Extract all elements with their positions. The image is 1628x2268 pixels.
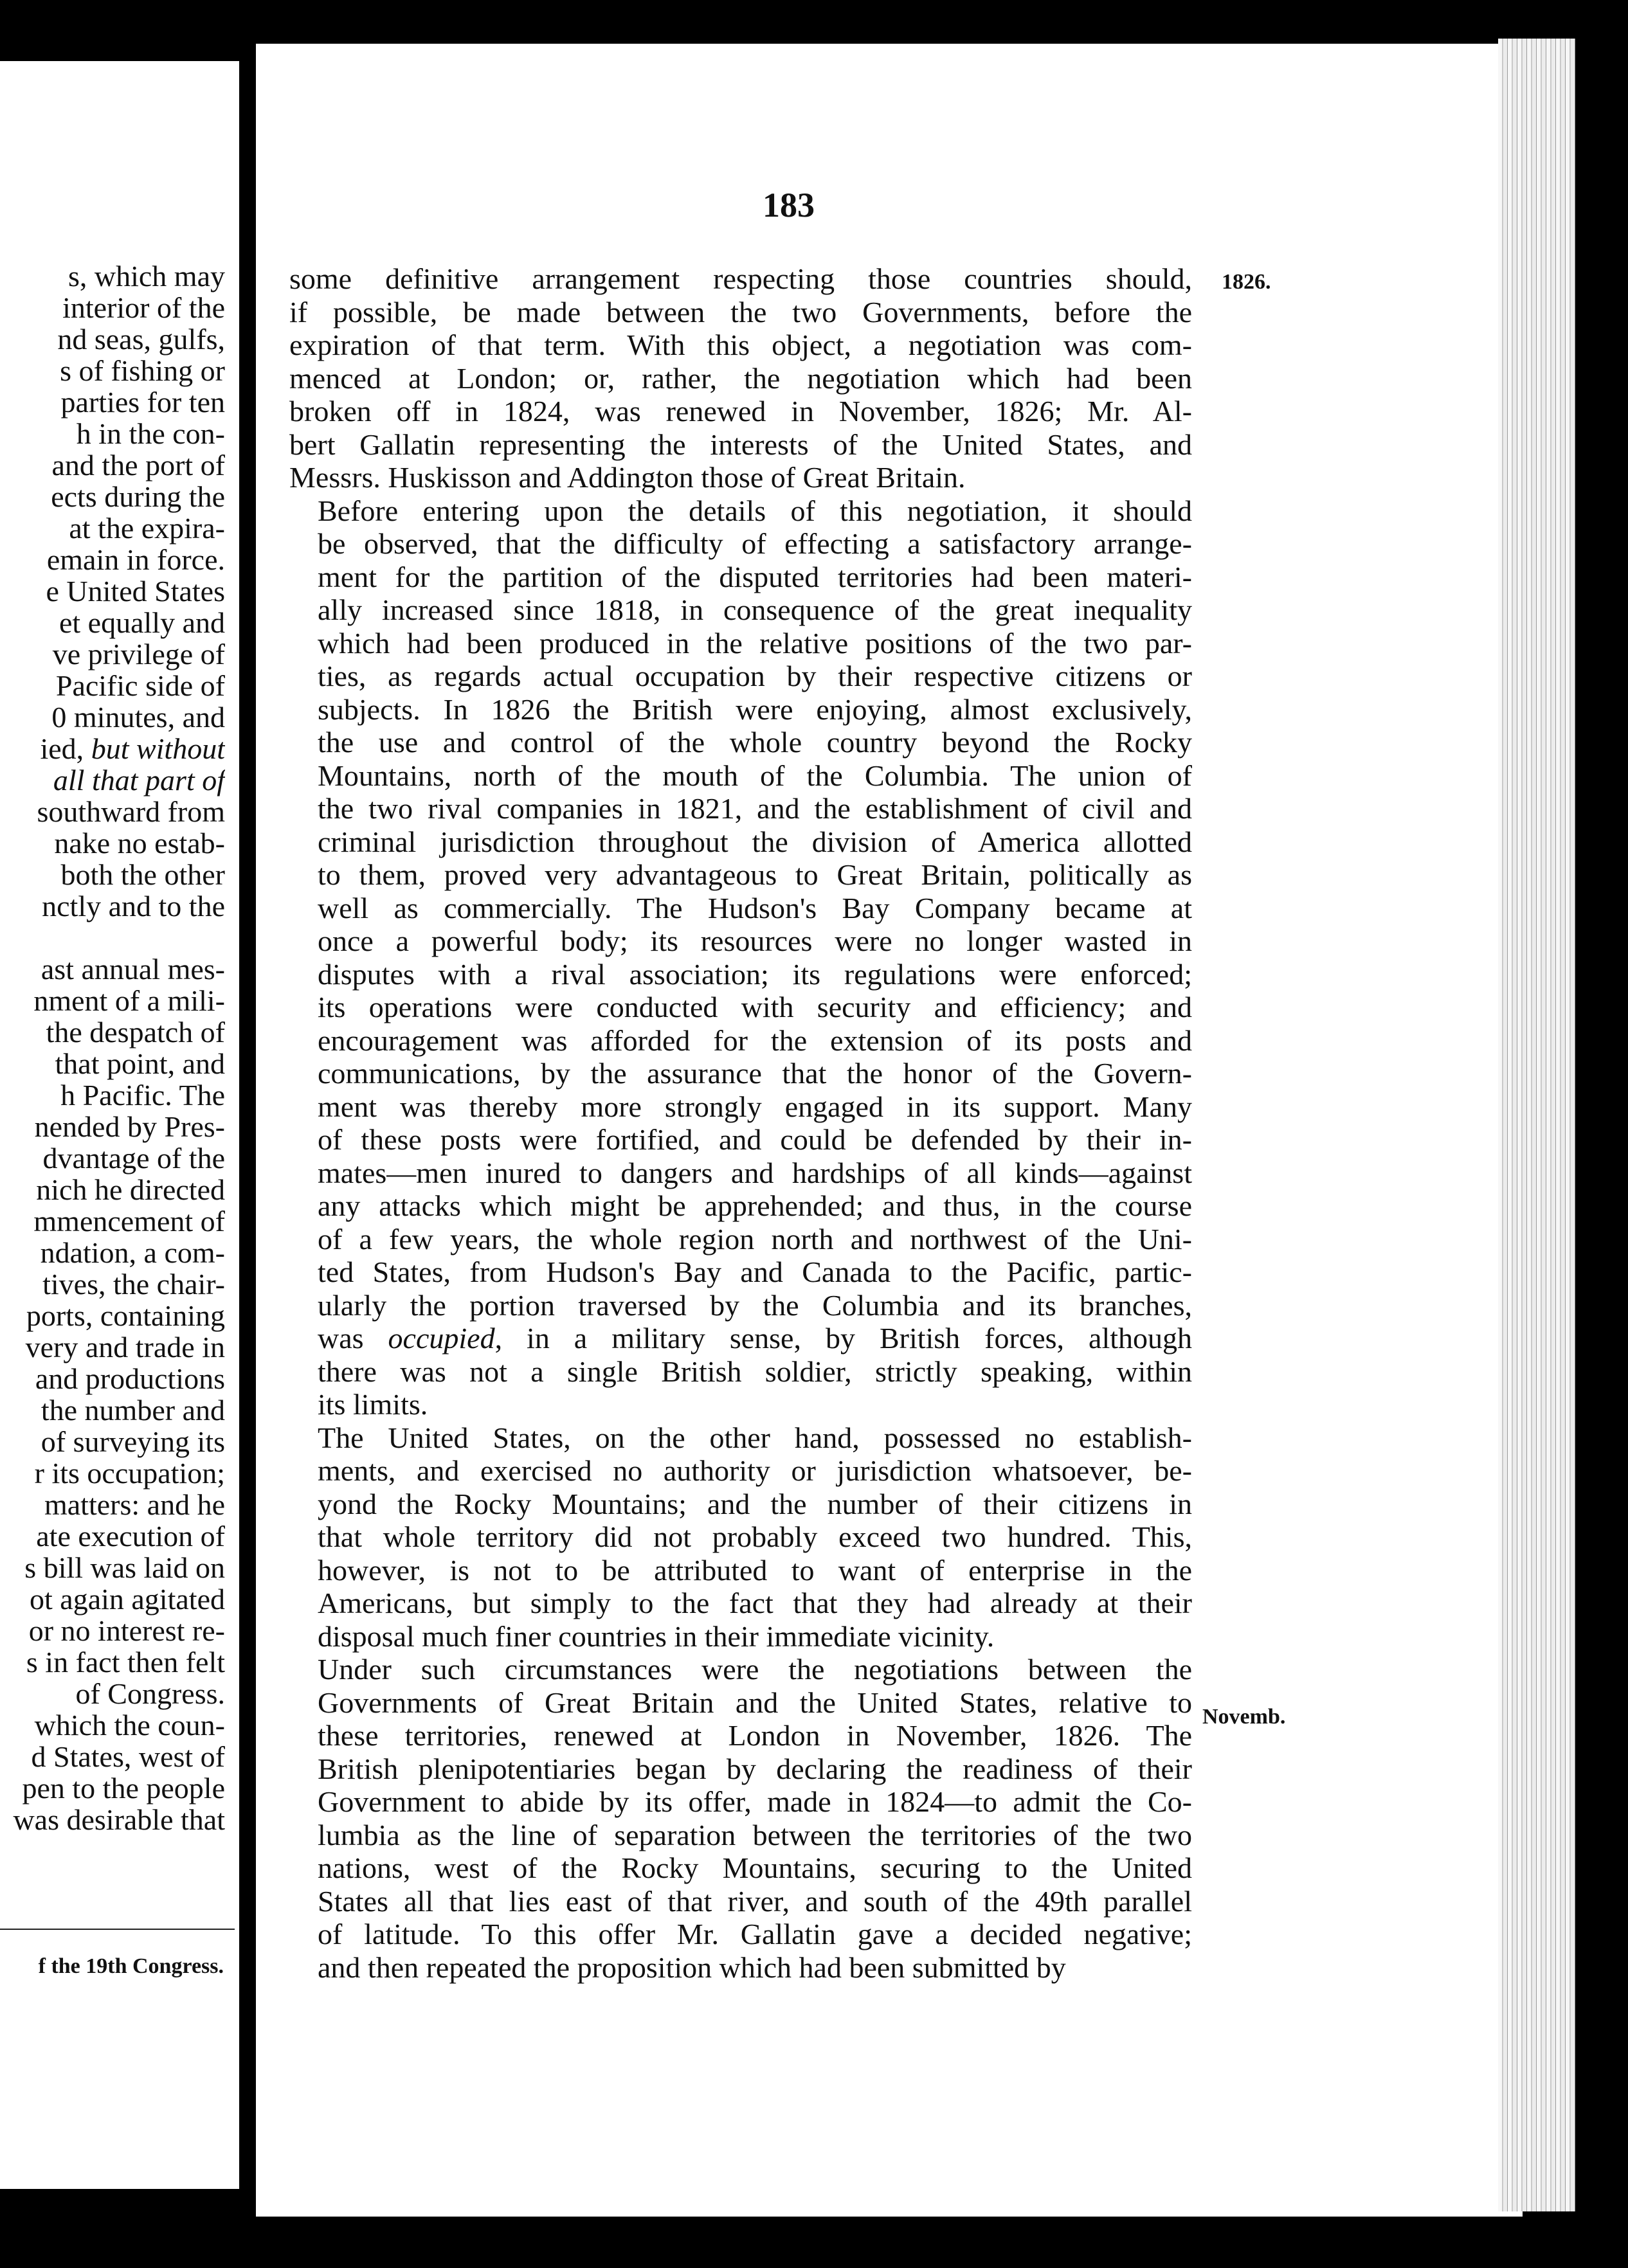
facing-page-line: at the expira- <box>69 512 225 544</box>
text-line: of a few years, the whole region north and northwest of the Uni- <box>318 1222 1192 1256</box>
facing-page-line: the despatch of <box>46 1016 225 1048</box>
text-line: States all that lies east of that river, and south of the 49th parallel <box>318 1884 1192 1918</box>
paragraph <box>289 1421 1192 1653</box>
facing-page-line: e United States <box>46 575 225 608</box>
text-line: ted States, from Hudson's Bay and Canada to the Pacific, partic- <box>318 1256 1192 1288</box>
facing-page-line: Pacific side of <box>55 669 225 702</box>
facing-page-line: nended by Pres- <box>34 1110 225 1143</box>
text-line: Mountains, north of the mouth of the Columbia. The union of <box>318 759 1192 792</box>
facing-page-line: nctly and to the <box>42 890 225 923</box>
margin-note-year: 1826. <box>1222 270 1271 294</box>
facing-page-line: of surveying its <box>41 1425 225 1458</box>
facing-page-line: which the coun- <box>34 1709 225 1742</box>
facing-page-line: very and trade in <box>25 1331 225 1364</box>
text-line: lumbia as the line of separation between the territories of the two <box>318 1818 1192 1851</box>
facing-page-line: that point, and <box>55 1047 225 1080</box>
text-line: yond the Rocky Mountains; and the number of their citizens in <box>318 1487 1192 1520</box>
text-line: ments, and exercised no authority or jurisdiction whatsoever, be- <box>318 1454 1192 1487</box>
facing-page-line: interior of the <box>62 291 225 324</box>
text-line: be observed, that the difficulty of effecting a satisfactory arrange- <box>318 527 1192 560</box>
facing-page-line: ndation, a com- <box>40 1236 225 1269</box>
facing-page-line: r its occupation; <box>34 1457 225 1490</box>
facing-page-line: s bill was laid on <box>24 1551 225 1584</box>
text-line: its operations were conducted with security and efficiency; and <box>318 991 1192 1023</box>
text-line: criminal jurisdiction throughout the division of America allotted <box>318 825 1192 858</box>
text-line: ties, as regards actual occupation by their respective citizens or <box>318 660 1192 692</box>
facing-page-line: s in fact then felt <box>26 1646 225 1679</box>
facing-page-line: nich he directed <box>36 1173 225 1206</box>
text-line: these territories, renewed at London in November, 1826. The <box>318 1719 1192 1752</box>
facing-page-line: ports, containing <box>26 1299 225 1332</box>
text-line: and then repeated the proposition which had been submitted by <box>318 1950 1066 1984</box>
text-line: once a powerful body; its resources were no longer wasted in <box>318 924 1192 957</box>
paragraph <box>289 262 1192 494</box>
text-line: nations, west of the Rocky Mountains, securing to the United <box>318 1851 1192 1884</box>
text-line: Under such circumstances were the negotiations between the <box>318 1653 1192 1686</box>
facing-page-line: s of fishing or <box>60 354 225 387</box>
text-line: the two rival companies in 1821, and the establishment of civil and <box>318 792 1192 825</box>
facing-page-line: and productions <box>35 1362 225 1395</box>
facing-page-line: or no interest re- <box>28 1614 225 1647</box>
facing-page-line: ate execution of <box>36 1520 225 1553</box>
text-line: its limits. <box>318 1388 428 1421</box>
facing-page-line: both the other <box>60 858 225 891</box>
text-line: Government to abide by its offer, made in 1824—to admit the Co- <box>318 1785 1192 1818</box>
facing-page-line: and the port of <box>51 449 225 482</box>
facing-page-line: h in the con- <box>76 417 225 450</box>
text-line: Messrs. Huskisson and Addington those of Great Britain. <box>289 461 966 494</box>
text-line: of these posts were fortified, and could be defended by their in- <box>318 1123 1192 1156</box>
facing-page-line: nd seas, gulfs, <box>57 323 225 356</box>
facing-page-line: nment of a mili- <box>33 984 225 1017</box>
facing-page-line: ot again agitated <box>30 1583 225 1616</box>
text-line: bert Gallatin representing the interests of the United States, and <box>289 428 1192 461</box>
text-line: disputes with a rival association; its regulations were enforced; <box>318 957 1192 991</box>
facing-page-line: ied, but without <box>40 732 225 765</box>
facing-page-line: pen to the people <box>22 1772 225 1805</box>
facing-page-line: was desirable that <box>13 1803 225 1835</box>
paragraph <box>289 1653 1192 1984</box>
facing-page-line: the number and <box>41 1394 225 1426</box>
text-line: The United States, on the other hand, possessed no establish- <box>318 1421 1192 1454</box>
facing-page-line: matters: and he <box>44 1488 225 1521</box>
text-line: British plenipotentiaries began by declaring the readiness of their <box>318 1752 1192 1785</box>
facing-page-line: parties for ten <box>60 386 225 419</box>
text-line: if possible, be made between the two Governments, before the <box>289 295 1192 328</box>
text-line: encouragement was afforded for the extension of its posts and <box>318 1023 1192 1057</box>
text-line: well as commercially. The Hudson's Bay Company became at <box>318 891 1192 924</box>
text-line: ally increased since 1818, in consequence of the great inequality <box>318 593 1192 626</box>
text-line: ularly the portion traversed by the Columbia and its branches, <box>318 1288 1192 1322</box>
facing-page-line: dvantage of the <box>42 1142 225 1174</box>
text-line: which had been produced in the relative positions of the two par- <box>318 626 1192 660</box>
facing-page-line: 0 minutes, and <box>51 701 225 734</box>
facing-page-line: nake no estab- <box>54 827 225 860</box>
facing-page-line: tives, the chair- <box>42 1268 225 1300</box>
facing-page-line: ast annual mes- <box>41 953 225 986</box>
text-line: subjects. In 1826 the British were enjoying, almost exclusively, <box>318 692 1192 726</box>
facing-page-line: et equally and <box>59 606 225 639</box>
text-line: ment for the partition of the disputed territories had been materi- <box>318 560 1192 593</box>
text-line: that whole territory did not probably exceed two hundred. This, <box>318 1520 1192 1553</box>
text-line: communications, by the assurance that the honor of the Govern- <box>318 1057 1192 1090</box>
footnote-rule <box>0 1929 235 1930</box>
page-edge-stack <box>1498 39 1575 2211</box>
facing-page-line: s, which may <box>68 260 225 292</box>
page-number: 183 <box>763 186 815 224</box>
text-line: some definitive arrangement respecting those countries should, <box>289 262 1192 295</box>
text-line: mates—men inured to dangers and hardships of all kinds—against <box>318 1156 1192 1189</box>
facing-page-line: ects during the <box>51 480 225 513</box>
facing-page-line: d States, west of <box>31 1740 225 1773</box>
text-line: there was not a single British soldier, strictly speaking, within <box>318 1354 1192 1388</box>
facing-page-text <box>0 260 225 1835</box>
facing-page-line: ve privilege of <box>52 638 225 670</box>
text-line: the use and control of the whole country beyond the Rocky <box>318 726 1192 759</box>
facing-page-line <box>0 922 225 953</box>
text-line: however, is not to be attributed to want of enterprise in the <box>318 1553 1192 1587</box>
facing-page-line: southward from <box>37 795 225 828</box>
facing-page-line: h Pacific. The <box>60 1079 225 1112</box>
text-line: Before entering upon the details of this negotiation, it should <box>318 494 1192 527</box>
text-line: broken off in 1824, was renewed in November, 1826; Mr. Al- <box>289 395 1192 428</box>
facing-page-line: all that part of <box>53 764 225 797</box>
text-line: expiration of that term. With this object, a negotiation was com- <box>289 328 1192 361</box>
text-line: Americans, but simply to the fact that they had already at their <box>318 1587 1192 1619</box>
text-line: disposal much finer countries in their immediate vicinity. <box>318 1619 995 1653</box>
paragraph <box>289 494 1192 1421</box>
text-line: any attacks which might be apprehended; and thus, in the course <box>318 1189 1192 1222</box>
body-text <box>289 262 1192 1984</box>
text-line: to them, proved very advantageous to Great Britain, politically as <box>318 858 1192 891</box>
facing-page-line: mmencement of <box>33 1205 225 1238</box>
margin-note-month: Novemb. <box>1202 1705 1286 1729</box>
facing-page-footnote: f the 19th Congress. <box>38 1954 224 1978</box>
text-line: was occupied, in a military sense, by British forces, although <box>318 1322 1192 1354</box>
text-line: Governments of Great Britain and the United States, relative to <box>318 1686 1192 1719</box>
text-line: ment was thereby more strongly engaged in its support. Many <box>318 1090 1192 1123</box>
facing-page-line: emain in force. <box>46 543 225 576</box>
facing-page-line: of Congress. <box>75 1677 225 1710</box>
text-line: of latitude. To this offer Mr. Gallatin gave a decided negative; <box>318 1918 1192 1950</box>
text-line: menced at London; or, rather, the negotiation which had been <box>289 361 1192 395</box>
